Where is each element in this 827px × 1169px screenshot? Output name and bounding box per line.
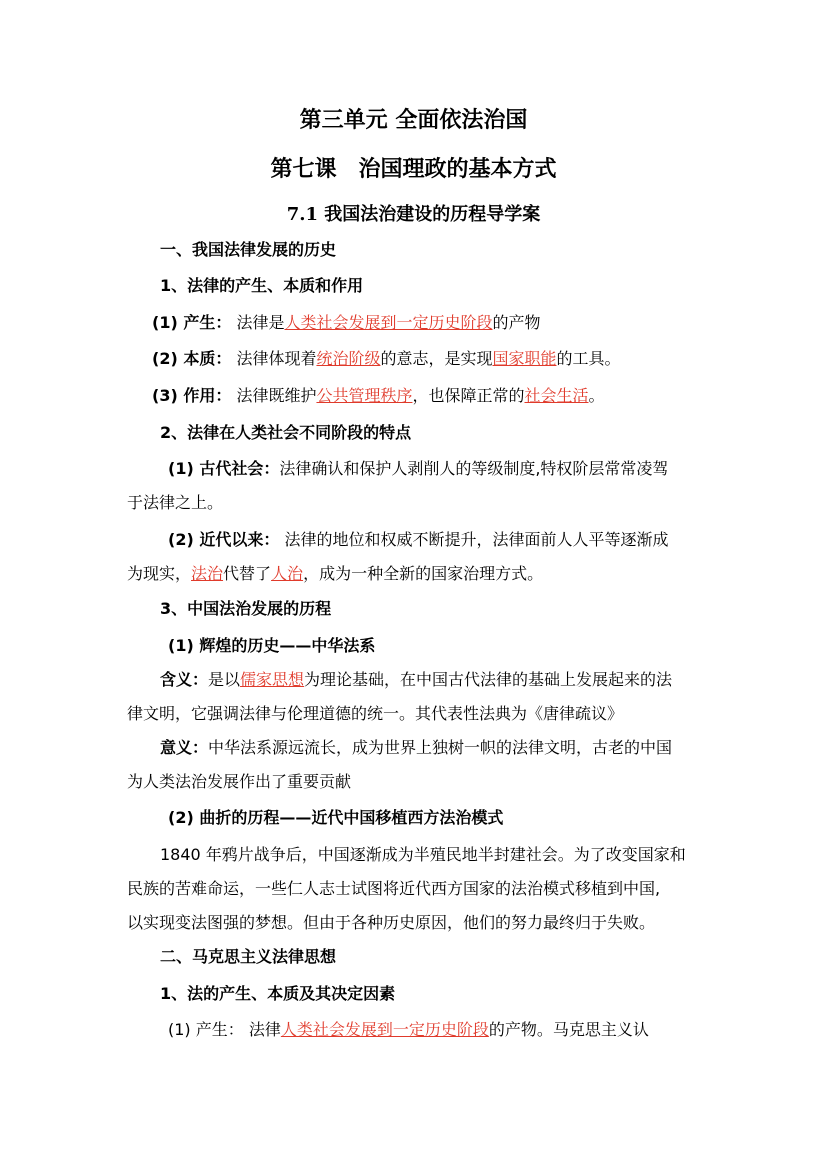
meaning-key: 儒家思想	[240, 670, 305, 689]
role-key-1: 公共管理秩序	[316, 386, 413, 405]
tortuous-line-1: 1840 年鸦片战争后，中国逐渐成为半殖民地半封建社会。为了改变国家和	[160, 845, 686, 864]
tortuous-line-3: 以实现变法图强的梦想。但由于各种历史原因，他们的努力最终归于失败。	[127, 913, 656, 932]
marx-origin-key: 人类社会发展到一定历史阶段	[280, 1020, 489, 1039]
modern-text-1: 法律的地位和权威不断提升，法律面前人人平等逐渐成	[284, 530, 669, 549]
origin-text-b: 的产物	[492, 313, 541, 332]
marx-origin-text-b: 的产物。马克思主义认	[488, 1020, 649, 1039]
modern-text-2c: ，成为一种全新的国家治理方式。	[303, 564, 544, 583]
role-text-b: ，也保障正常的	[412, 386, 525, 405]
tortuous-heading: (2) 曲折的历程——近代中国移植西方法治模式	[168, 808, 504, 827]
modern-label: (2) 近代以来：	[168, 530, 280, 549]
ancient-line-2: 于法律之上。	[127, 493, 224, 512]
lesson-title: 第七课 治国理政的基本方式	[270, 156, 557, 182]
marx-origin-text-a: 法律	[248, 1020, 281, 1039]
modern-key-2: 人治	[271, 564, 304, 583]
subheading-origin-nature-role: 1、法律的产生、本质和作用	[160, 276, 364, 295]
origin-text-a: 法律是	[236, 313, 285, 332]
ancient-label: (1) 古代社会：	[168, 459, 280, 478]
subheading-china-history: 3、中国法治发展的历程	[160, 599, 332, 618]
nature-label: (2) 本质：	[152, 349, 232, 368]
section-two-heading: 二、马克思主义法律思想	[160, 947, 337, 966]
origin-key-1: 人类社会发展到一定历史阶段	[284, 313, 493, 332]
significance-line-1	[160, 738, 672, 758]
significance-label: 意义：	[160, 738, 209, 757]
role-label: (3) 作用：	[152, 386, 232, 405]
role-text-a: 法律既维护	[236, 386, 317, 405]
modern-key-1: 法治	[191, 564, 224, 583]
section-one-heading: 一、我国法律发展的历史	[160, 240, 337, 259]
nature-line	[152, 349, 621, 369]
tortuous-line-2: 民族的苦难命运，一些仁人志士试图将近代西方国家的法治模式移植到中国,	[127, 879, 661, 898]
meaning-line-2: 律文明，它强调法律与伦理道德的统一。其代表性法典为《唐律疏议》	[127, 704, 624, 723]
modern-text-2a: 为现实，	[127, 564, 192, 583]
section-title: 7.1 我国法治建设的历程导学案	[286, 204, 541, 225]
meaning-label: 含义：	[160, 670, 209, 689]
subheading-stages: 2、法律在人类社会不同阶段的特点	[160, 423, 412, 442]
nature-text-a: 法律体现着	[236, 349, 317, 368]
origin-line	[152, 313, 540, 333]
marx-origin-line	[168, 1020, 649, 1040]
meaning-line-1	[160, 670, 672, 690]
modern-line-1	[168, 530, 668, 550]
significance-line-2: 为人类法治发展作出了重要贡献	[127, 772, 352, 791]
unit-title: 第三单元 全面依法治国	[299, 107, 528, 133]
glory-heading: (1) 辉煌的历史——中华法系	[168, 636, 376, 655]
nature-key-2: 国家职能	[492, 349, 557, 368]
nature-text-c: 的工具。	[556, 349, 621, 368]
role-key-2: 社会生活	[524, 386, 589, 405]
meaning-text-b: 为理论基础，在中国古代法律的基础上发展起来的法	[304, 670, 673, 689]
significance-text-a: 中华法系源远流长，成为世界上独树一帜的法律文明，古老的中国	[208, 738, 673, 757]
meaning-text-a: 是以	[208, 670, 241, 689]
modern-text-2b: 代替了	[223, 564, 272, 583]
subheading-law-origin: 1、法的产生、本质及其决定因素	[160, 984, 396, 1003]
modern-line-2	[127, 564, 543, 584]
role-line	[152, 386, 605, 406]
nature-key-1: 统治阶级	[316, 349, 381, 368]
origin-label: (1) 产生：	[152, 313, 232, 332]
nature-text-b: 的意志，是实现	[380, 349, 493, 368]
role-text-c: 。	[588, 386, 605, 405]
ancient-text-1: 法律确认和保护人剥削人的等级制度,特权阶层常常凌驾	[279, 459, 669, 478]
ancient-line-1	[168, 459, 668, 479]
marx-origin-label: (1) 产生：	[168, 1020, 244, 1039]
